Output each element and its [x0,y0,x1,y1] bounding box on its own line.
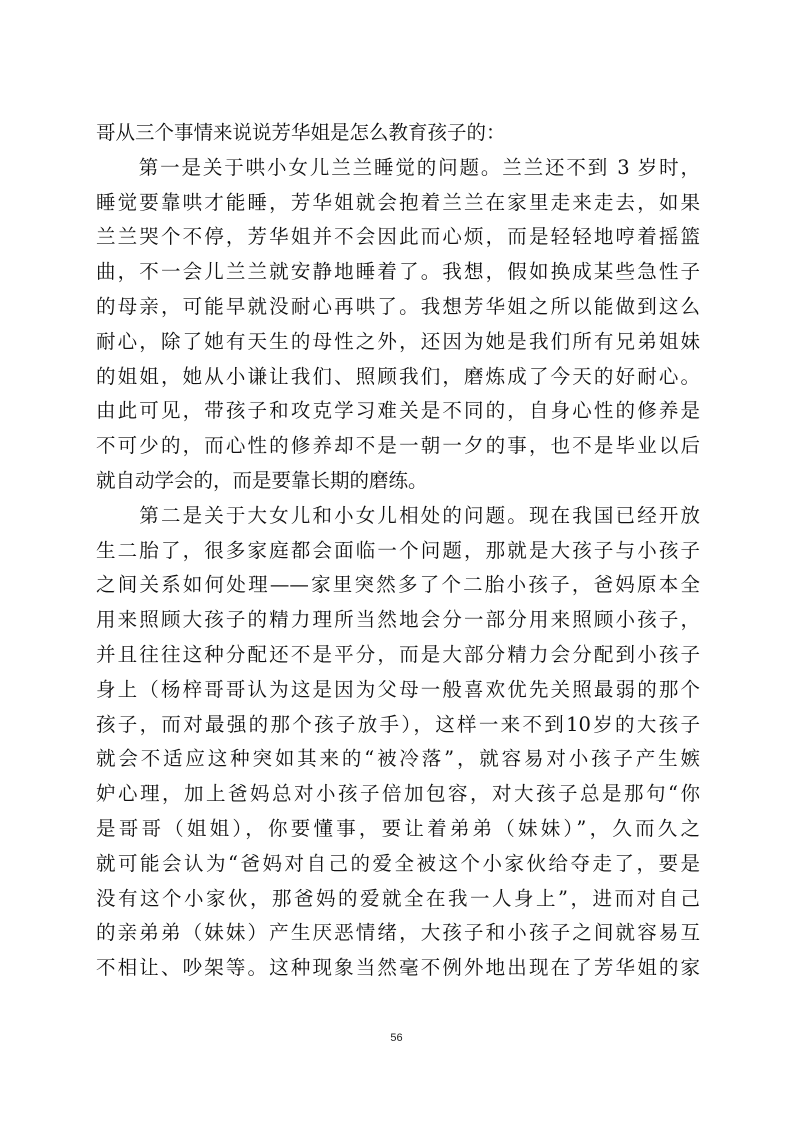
text-line: 的姐姐，她从小谦让我们、照顾我们，磨炼成了今天的好耐心。 [96,364,700,388]
text-line: 由此可见，带孩子和攻克学习难关是不同的，自身心性的修养是 [96,399,700,423]
text-line: 妒心理，加上爸妈总对小孩子倍加包容，对大孩子总是那句“你 [96,782,700,806]
text-line: 的亲弟弟（妹妹）产生厌恶情绪，大孩子和小孩子之间就容易互 [96,921,700,945]
text-line: 是哥哥（姐姐），你要懂事，要让着弟弟（妹妹）”，久而久之 [96,816,700,840]
text-line: 就可能会认为“爸妈对自己的爱全被这个小家伙给夺走了，要是 [96,851,700,875]
text-line: 就自动学会的，而是要靠长期的磨练。 [96,468,428,492]
text-line: 兰兰哭个不停，芳华姐并不会因此而心烦，而是轻轻地哼着摇篮 [96,225,700,249]
text-line: 没有这个小家伙，那爸妈的爱就全在我一人身上”，进而对自己 [96,886,700,910]
text-line: 耐心，除了她有天生的母性之外，还因为她是我们所有兄弟姐妹 [96,329,700,353]
page-number: 56 [390,1032,403,1044]
text-line: 并且往往这种分配还不是平分，而是大部分精力会分配到小孩子 [96,642,700,666]
text-line: 不相让、吵架等。这种现象当然毫不例外地出现在了芳华姐的家 [96,956,700,980]
text-line: 生二胎了，很多家庭都会面临一个问题，那就是大孩子与小孩子 [96,538,700,562]
text-line: 第二是关于大女儿和小女儿相处的问题。现在我国已经开放 [96,503,700,527]
text-line: 就会不适应这种突如其来的“被冷落”，就容易对小孩子产生嫉 [96,747,700,771]
text-line: 哥从三个事情来说说芳华姐是怎么教育孩子的： [96,121,506,144]
text-line: 第一是关于哄小女儿兰兰睡觉的问题。兰兰还不到 3 岁时， [96,155,700,179]
text-line: 身上（杨梓哥哥认为这是因为父母一般喜欢优先关照最弱的那个 [96,677,700,701]
text-line: 之间关系如何处理——家里突然多了个二胎小孩子，爸妈原本全 [96,573,700,597]
text-line: 不可少的，而心性的修养却不是一朝一夕的事，也不是毕业以后 [96,434,700,458]
text-line: 曲，不一会儿兰兰就安静地睡着了。我想，假如换成某些急性子 [96,260,700,284]
text-line: 的母亲，可能早就没耐心再哄了。我想芳华姐之所以能做到这么 [96,294,700,318]
text-line: 用来照顾大孩子的精力理所当然地会分一部分用来照顾小孩子， [96,608,700,632]
text-line: 睡觉要靠哄才能睡，芳华姐就会抱着兰兰在家里走来走去，如果 [96,190,700,214]
text-line: 孩子，而对最强的那个孩子放手），这样一来不到10岁的大孩子 [96,712,700,736]
body-text [96,116,700,986]
